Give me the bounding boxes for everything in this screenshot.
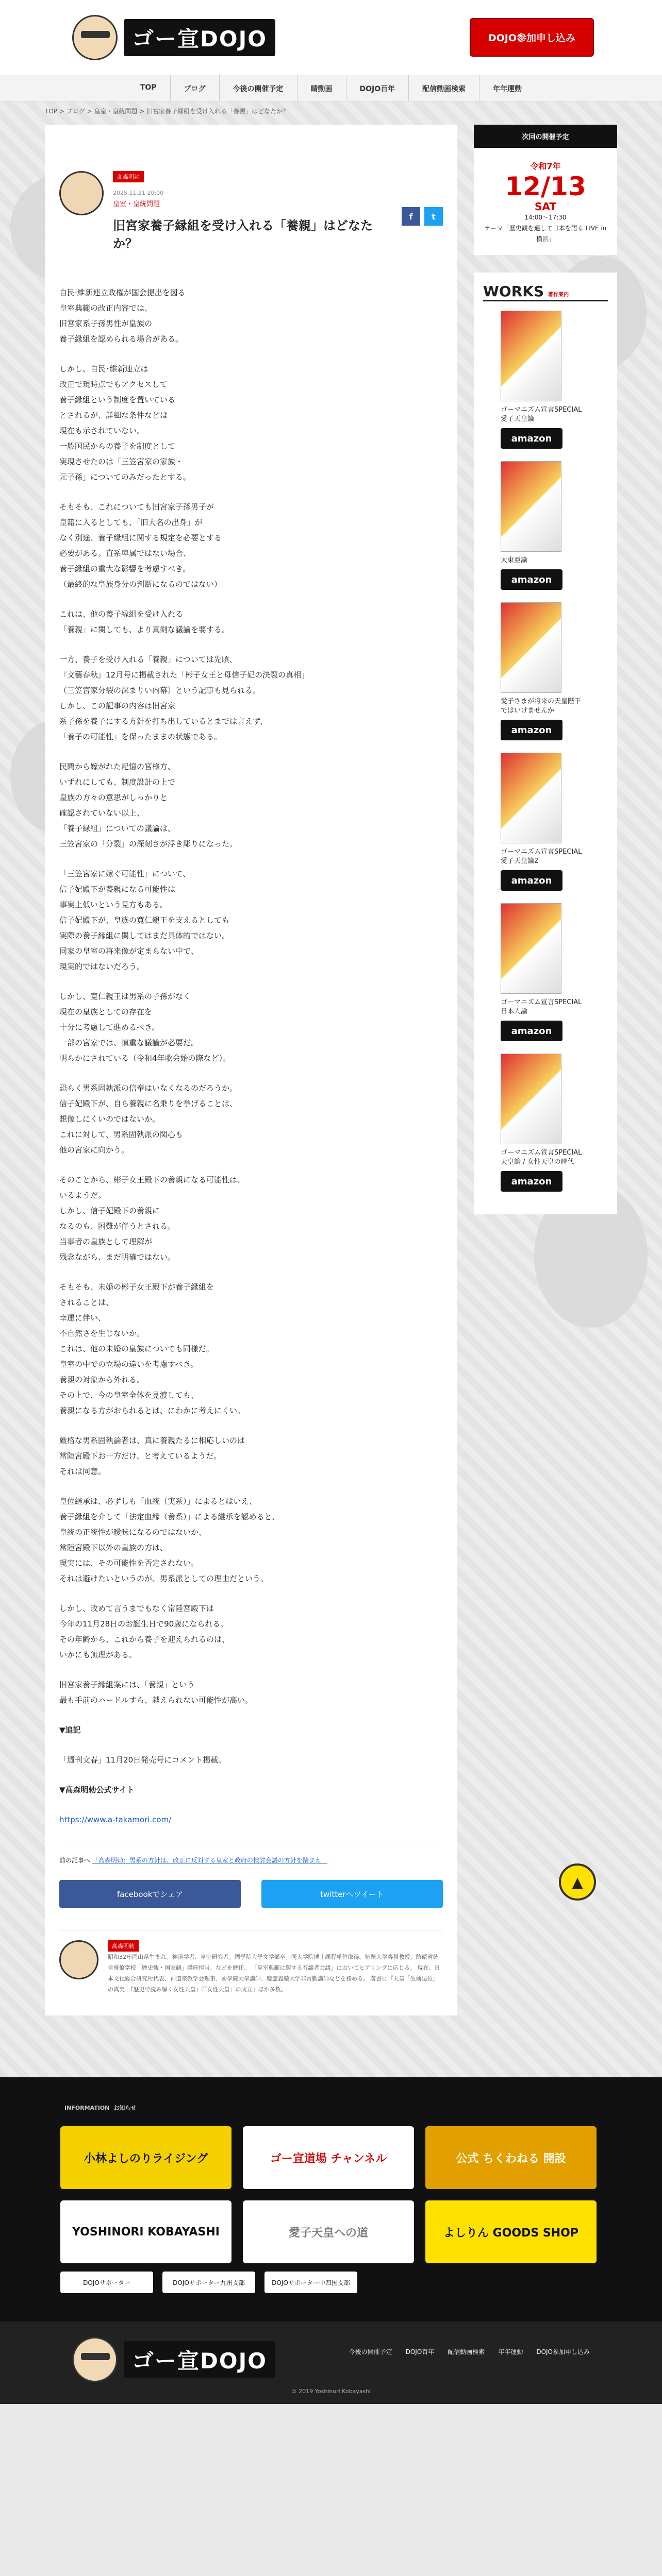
author-avatar-small bbox=[59, 1940, 98, 1979]
page-top-button[interactable]: ▲ bbox=[559, 1863, 596, 1901]
twitter-icon[interactable]: t bbox=[424, 207, 443, 226]
article-body bbox=[59, 263, 443, 1827]
post-title: 旧宮家養子縁組を受け入れる「養親」はどなたか？ bbox=[113, 218, 373, 251]
post-meta bbox=[113, 171, 392, 251]
article-paragraph: しかし、改めて言うまでもなく常陸宮殿下は 今年の11月28日のお誕生日で90歳になられる。 その年齢から、これから養子を迎えられるのは、 いかにも無理がある。 bbox=[59, 1604, 230, 1659]
book-cover-image bbox=[501, 602, 561, 693]
amazon-button[interactable]: amazon bbox=[501, 428, 562, 449]
footer-logo-text: ゴー宣DOJO bbox=[124, 2341, 275, 2378]
article-paragraph: 民間から嫁がれた記憶の宮様方、 いずれにしても、制度設計の上で 皇族の方々の意思がしっかりと 確認されていない以上、 「養子縁組」についての議論は、 三笠宮家の「分裂」の深刻さが浮き彫りになった。 bbox=[59, 762, 238, 849]
share-buttons bbox=[59, 1880, 443, 1908]
official-label: ▼高森明勅公式サイト bbox=[59, 1785, 135, 1794]
book-cover-image bbox=[501, 753, 561, 843]
information-title: INFORMATION お知らせ bbox=[64, 2105, 137, 2111]
event-time: 14:00〜17:30 bbox=[524, 214, 567, 221]
author-name-badge[interactable]: 高森明勅 bbox=[108, 1940, 139, 1952]
facebook-share-button[interactable]: facebookでシェア bbox=[59, 1880, 241, 1908]
site-header bbox=[0, 0, 662, 75]
event-date: 12/13 bbox=[505, 172, 586, 201]
next-event-body bbox=[474, 148, 617, 255]
event-theme: テーマ「歴史観を通して日本を語る LIVE in 横浜」 bbox=[484, 225, 607, 243]
amazon-button[interactable]: amazon bbox=[501, 1171, 562, 1192]
work-title: ゴーマニズム宣言SPECIAL 愛子天皇論2 bbox=[501, 848, 582, 865]
works-box bbox=[474, 273, 617, 1214]
nav-movement[interactable]: 年年運動 bbox=[493, 85, 522, 93]
article-paragraph: そのことから、彬子女王殿下の養親になる可能性は、 いるようだ。 しかし、信子妃殿下の養親に なるのも、困難が伴うとされる。 当事者の皇族として理解が 残念ながら、まだ明確ではない。 bbox=[59, 1175, 245, 1262]
support-banner[interactable]: DOJOサポーター bbox=[60, 2272, 153, 2293]
logo-face-icon bbox=[72, 15, 118, 60]
content-stage bbox=[0, 101, 662, 2077]
content-wrap bbox=[45, 125, 617, 2015]
work-item[interactable] bbox=[501, 753, 587, 891]
next-event-box[interactable] bbox=[474, 125, 617, 255]
previous-post bbox=[59, 1842, 443, 1865]
work-item[interactable] bbox=[501, 311, 587, 449]
article-paragraph: しかし、寛仁親王は男系の子孫がなく 現在の皇族としての存在を 十分に考慮して進めるべき。 一部の宮家では、慎重な議論が必要だ。 明らかにされている（令和4年歌会始の際など）。 bbox=[59, 992, 231, 1063]
post-date: 2025.11.21 20:00 bbox=[113, 190, 164, 196]
author-box bbox=[59, 1930, 443, 1995]
nav-dojo[interactable]: DOJO百年 bbox=[346, 75, 409, 101]
official-url[interactable]: https://www.a-takamori.com/ bbox=[59, 1815, 172, 1824]
footer-link[interactable]: 配信動画検索 bbox=[448, 2348, 485, 2355]
nav-top[interactable]: TOP bbox=[127, 75, 171, 101]
event-year: 令和7年 bbox=[530, 161, 561, 171]
article bbox=[45, 125, 457, 2015]
site-footer bbox=[0, 2321, 662, 2404]
post-header bbox=[59, 136, 443, 263]
article-paragraph: 旧宮家養子縁組案には、「養親」という 最も手前のハードルすら、越えられない可能性が高い。 bbox=[59, 1680, 253, 1705]
work-item[interactable] bbox=[501, 461, 587, 590]
event-weekday: SAT bbox=[535, 200, 556, 213]
global-nav bbox=[0, 75, 662, 101]
banner-aiko[interactable]: 愛子天皇への道 bbox=[243, 2200, 414, 2263]
article-paragraph: 一方、養子を受け入れる「養親」については先頃、 『文藝春秋』12月号に掲載された「彬子女王と母信子妃の決裂の真相」 （三笠宮家分裂の深まりい内幕）という記事も見られる。 しかし、この記事の内容は旧宮家 系子孫を養子にする方針を打ち出しているとまでは言えず、 「養子の可能性」を保ったままの状態である。 bbox=[59, 655, 309, 741]
apply-button[interactable]: DOJO参加申し込み bbox=[470, 18, 594, 57]
article-paragraph: これは、他の養子縁組を受け入れる 「養親」に関しても、より真剣な議論を要する。 bbox=[59, 609, 230, 634]
article-paragraph: 自民·維新連立政権が国会提出を図る 皇室典範の改正内容では、 旧宮家系子孫男性が皇族の 養子縁組を認められる場合がある。 bbox=[59, 288, 186, 344]
nav-video[interactable]: 睛動画 bbox=[297, 75, 346, 101]
nav-search[interactable]: 配信動画検索 bbox=[409, 75, 479, 101]
work-item[interactable] bbox=[501, 1054, 587, 1192]
site-logo[interactable] bbox=[72, 15, 275, 60]
footer-link[interactable]: DOJO百年 bbox=[405, 2348, 435, 2355]
top-share-icons bbox=[402, 171, 443, 226]
footer-link[interactable]: 今後の開催予定 bbox=[349, 2348, 392, 2355]
facebook-icon[interactable]: f bbox=[402, 207, 420, 226]
work-item[interactable] bbox=[501, 602, 587, 740]
breadcrumb: TOP > ブログ > 皇室・皇統問題 > 旧宮家養子縁組を受け入れる「養親」はどなたか？ bbox=[45, 108, 289, 115]
footer-links bbox=[349, 2347, 590, 2356]
works-heading: WORKS 著作案内 bbox=[483, 283, 608, 301]
previous-link[interactable]: 「高森明勅：男系の方針は、改正に反対する皇室と政府の検討会議の方針を踏まえ」 bbox=[92, 1857, 327, 1864]
amazon-button[interactable]: amazon bbox=[501, 720, 562, 740]
work-title: 愛子さまが将来の天皇陛下ではいけませんか bbox=[501, 698, 582, 715]
nav-blog[interactable]: ブログ bbox=[171, 75, 220, 101]
article-paragraph: 厳格な男系固執論者は、真に養親たるに相応しいのは 常陸宮殿下お一方だけ、と考えているようだ。 それは同意。 bbox=[59, 1436, 245, 1476]
notes-label: ▼追記 bbox=[59, 1725, 81, 1735]
book-cover-image bbox=[501, 311, 561, 401]
information-section bbox=[0, 2077, 662, 2321]
work-title: ゴーマニズム宣言SPECIAL 愛子天皇論 bbox=[501, 406, 582, 423]
author-avatar bbox=[59, 171, 104, 215]
information-banners bbox=[60, 2126, 602, 2263]
article-paragraph: 恐らく男系固執派の信奉はいなくなるのだろうか。 信子妃殿下が、自ら養親に名乗りを挙げることは、 想像しにくいのではないか。 これに対して、男系固執派の関心も 他の宮家に向かう。 bbox=[59, 1083, 238, 1155]
article-paragraph: 皇位継承は、必ずしも「血統（実系）」によるとはいえ、 養子縁組を介して「法定血縁（養系）」による継承を認めると、 皇統の正統性が曖昧になるのではないか、 常陸宮殿下以外の皇族の方は、 現実には、その可能性を否定されない。 それは避けたいというのが、男系派としての理由だという。 bbox=[59, 1497, 280, 1583]
banner-channel[interactable]: ゴー宣道場 チャンネル bbox=[243, 2126, 414, 2189]
footer-logo[interactable] bbox=[72, 2337, 590, 2382]
footer-link[interactable]: 年年運動 bbox=[498, 2348, 523, 2355]
work-title: ゴーマニズム宣言SPECIAL 日本人論 bbox=[501, 998, 582, 1015]
article-paragraph: しかし、自民･維新連立は 改正で現時点でもアクセスして 養子縁組という制度を置いている とされるが、詳細な条件などは 現在も示されていない。 一般国民からの養子を制度として 実現させたのは「三笠宮家の家族・ 元子孫」についてのみだったとする。 bbox=[59, 364, 191, 482]
book-cover-image bbox=[501, 461, 561, 552]
banner-rising[interactable]: 小林よしのりライジング bbox=[60, 2126, 231, 2189]
footer-link[interactable]: DOJO参加申し込み bbox=[536, 2348, 590, 2355]
work-item[interactable] bbox=[501, 903, 587, 1041]
support-banner[interactable]: DOJOサポーター九州支部 bbox=[162, 2272, 255, 2293]
article-paragraph: そもそも、未婚の彬子女王殿下が養子縁組を されることは、 幸運に伴い、 不自然さを生じないか。 これは、他の未婚の皇族についても同様だ。 皇室の中での立場の違いを考慮すべき。 養親の対象から外れる。 その上で、今の皇室全体を見渡しても、 養親になる方がおられるとは、にわかに考えにくい。 bbox=[59, 1282, 245, 1415]
logo-text: ゴー宣DOJO bbox=[124, 19, 275, 56]
author-bio: 昭和32年岡山県生まれ。神道学者、皇室研究者。國學院大學文学部卒。同大学院博士課程単位取得。拓殖大学客員教授、防衛省統合幕僚学校「歴史観・国家観」講座担当、などを歴任。 「皇室典範に関する有識者会議」においてヒアリングに応じる。 現在、日本文化総合研究所代表、神道宗教学会理事、國學院大學講師、慶應義塾大学非常勤講師などを務める。 著書に『天皇「生前退位」の真実』『歴史で読み解く女性天皇』『「女性天皇」の成立』ほか多数。 bbox=[108, 1954, 440, 1993]
book-cover-image bbox=[501, 1054, 561, 1144]
book-cover-image bbox=[501, 903, 561, 994]
amazon-button[interactable]: amazon bbox=[501, 870, 562, 891]
support-banner[interactable]: DOJOサポーター中四国支部 bbox=[264, 2272, 357, 2293]
post-category[interactable]: 皇室・皇統問題 bbox=[113, 200, 160, 208]
amazon-button[interactable]: amazon bbox=[501, 569, 562, 590]
twitter-share-button[interactable]: twitterへツイート bbox=[261, 1880, 443, 1908]
previous-label: 前の記事へ bbox=[59, 1857, 91, 1864]
next-event-label: 次回の開催予定 bbox=[474, 125, 617, 148]
banner-kobayashi[interactable]: YOSHINORI KOBAYASHI bbox=[60, 2200, 231, 2263]
copyright: © 2019 Yoshinori Kobayashi bbox=[291, 2388, 371, 2395]
nav-schedule[interactable]: 今後の開催予定 bbox=[220, 75, 297, 101]
support-banners bbox=[60, 2272, 602, 2293]
article-paragraph: 「三笠宮家に嫁ぐ可能性」について、 信子妃殿下が養親になる可能性は 事実上低いという見方もある。 信子妃殿下が、皇族の寛仁親王を支えるとしても 実際の養子縁組に関してはまだ具体的ではない。 同家の皇室の将来像が定まらない中で、 現実的ではないだろう。 bbox=[59, 869, 230, 971]
banner-goods[interactable]: よしりん GOODS SHOP bbox=[425, 2200, 597, 2263]
sidebar bbox=[474, 125, 617, 2015]
logo-face-icon bbox=[72, 2337, 118, 2382]
work-title: 大東亜論 bbox=[501, 556, 528, 564]
article-paragraph: そもそも、これについても旧宮家子孫男子が 皇籍に入るとしても、「旧大名の出身」が なく別途、養子縁組に関する規定を必要とする 必要がある。直系卑属ではない場合、 養子縁組の重大な影響を考慮すべき。 （最終的な皇族身分の判断になるのではない） bbox=[59, 502, 222, 589]
notes-text: 「週刊文春」11月20日発売号にコメント掲載。 bbox=[59, 1755, 226, 1765]
banner-chikuwa[interactable]: 公式 ちくわねる 開設 bbox=[425, 2126, 597, 2189]
author-badge[interactable]: 高森明勅 bbox=[113, 171, 144, 182]
work-title: ゴーマニズム宣言SPECIAL 天皇論 / 女性天皇の時代 bbox=[501, 1149, 582, 1166]
amazon-button[interactable]: amazon bbox=[501, 1021, 562, 1041]
